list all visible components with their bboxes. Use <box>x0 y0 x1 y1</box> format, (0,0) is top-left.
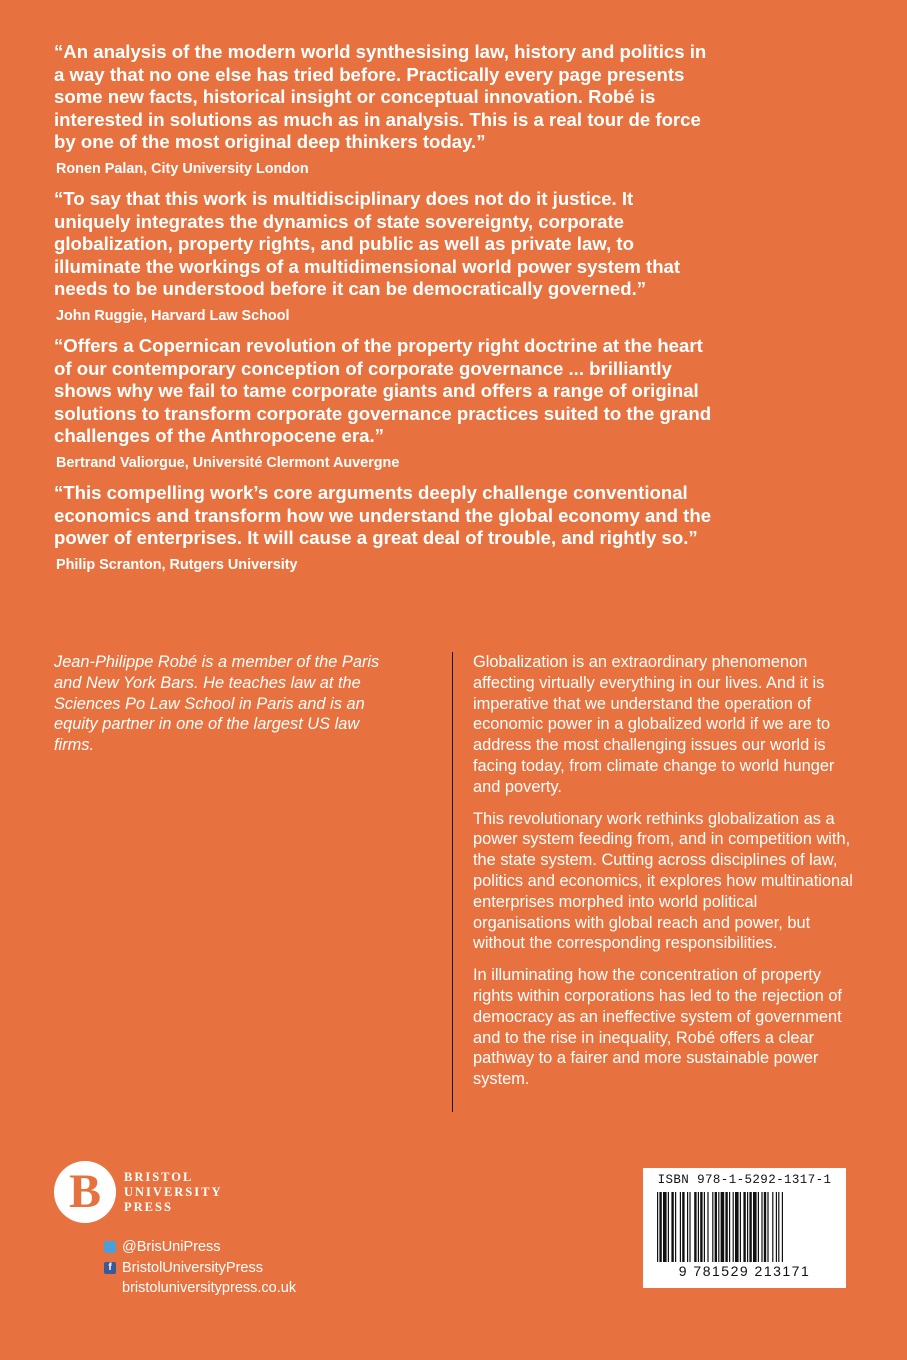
endorsement-1 <box>54 41 714 178</box>
publisher-contacts <box>104 1237 296 1299</box>
barcode-digits: 9 781529 213171 <box>678 1263 811 1279</box>
barcode-bar <box>739 1192 740 1262</box>
publisher-website: bristoluniversitypress.co.uk <box>122 1280 297 1296</box>
barcode-bar <box>749 1192 751 1262</box>
publisher-name-line: PRESS <box>124 1199 173 1214</box>
barcode-bar <box>700 1192 702 1262</box>
barcode-bar <box>729 1192 730 1262</box>
barcode-bar <box>671 1192 673 1262</box>
barcode-bar <box>667 1192 668 1262</box>
barcode-bar <box>689 1192 690 1262</box>
barcode-bar <box>732 1192 733 1262</box>
publisher-name-line: UNIVERSITY <box>124 1184 223 1199</box>
barcode-bar <box>703 1192 704 1262</box>
description-paragraph: Globalization is an extraordinary phenomenon affecting virtually everything in our lives. And it is imperative that we understand the operation of economic power in a globalized world if we are to address the most challenging issues our world is facing today, from climate change to world hunger and poverty. <box>473 653 835 796</box>
publisher-logo-mark: B <box>54 1161 116 1223</box>
barcode-bars <box>655 1192 835 1262</box>
barcode-bar <box>663 1192 667 1262</box>
barcode-bar <box>781 1192 782 1262</box>
quote-source: Ronen Palan, City University London <box>56 160 309 177</box>
barcode-bar <box>679 1192 680 1262</box>
endorsement-4 <box>54 482 714 574</box>
barcode-bar <box>707 1192 708 1262</box>
column-divider <box>452 652 453 1112</box>
publisher-name <box>124 1170 223 1215</box>
barcode-bar <box>718 1192 719 1262</box>
barcode-bar <box>657 1192 658 1262</box>
description-paragraph: In illuminating how the concentration of property rights within corporations has led to the rejection of democracy as an ineffective system of government and to the rise in inequality, Robé offers a clear pathway to a fairer and more sustainable power system. <box>473 966 842 1089</box>
facebook-row <box>104 1258 296 1279</box>
endorsement-2 <box>54 188 714 325</box>
barcode-bar <box>778 1192 779 1262</box>
barcode-bar <box>772 1192 773 1262</box>
barcode-bar <box>767 1192 768 1262</box>
isbn-barcode <box>643 1168 846 1288</box>
barcode-bar <box>725 1192 727 1262</box>
author-bio: Jean-Philippe Robé is a member of the Paris and New York Bars. He teaches law at the Sciences Po Law School in Paris and is an equity partner in one of the largest US law firms. <box>54 653 380 755</box>
quote-source: Philip Scranton, Rutgers University <box>56 556 298 573</box>
publisher-name-line: BRISTOL <box>124 1169 194 1184</box>
barcode-bar <box>753 1192 757 1262</box>
quote-text: “Offers a Copernican revolution of the property right doctrine at the heart of our contemporary conception of corporate governance ... brilliantly shows why we fail to tame corporate giants and offers a range of original solutions to transform corporate governance practices suited to the grand challenges of the Anthropocene era.” <box>54 334 712 447</box>
barcode-bar <box>761 1192 762 1262</box>
endorsements <box>54 41 714 584</box>
twitter-icon <box>104 1241 116 1253</box>
barcode-bar <box>659 1192 661 1262</box>
endorsement-3 <box>54 335 714 472</box>
barcode-bar <box>682 1192 684 1262</box>
quote-source: John Ruggie, Harvard Law School <box>56 307 290 324</box>
barcode-bar <box>735 1192 739 1262</box>
barcode-bar <box>763 1192 765 1262</box>
barcode-bar <box>675 1192 676 1262</box>
quote-text: “An analysis of the modern world synthesising law, history and politics in a way that no one else has tried before. Practically every page presents some new facts, historical insight or conceptual innovation. Robé is interested in solutions as much as in analysis. This is a real tour de force by one of the most original deep thinkers today.” <box>54 41 707 153</box>
barcode-bar <box>720 1192 724 1262</box>
barcode-bar <box>697 1192 698 1262</box>
quote-text: “This compelling work’s core arguments deeply challenge conventional economics and transform how we understand the global economy and the power of enterprises. It will cause a great deal of trouble, and rightly so.” <box>54 481 712 549</box>
facebook-handle: BristolUniversityPress <box>122 1259 263 1276</box>
description-paragraph: This revolutionary work rethinks globalization as a power system feeding from, and in competition with, the state system. Cutting across disciplines of law, politics and economics, it explores how multinational enterprises morphed into world political organisations with global reach and power, but without the corresponding responsibilities. <box>473 809 853 953</box>
quote-text: “To say that this work is multidisciplinary does not do it justice. It uniquely integrates the dynamics of state sovereignty, corporate globalization, property rights, and public as well as private law, to illuminate the workings of a multidimensional world power system that needs to be understood before it can be democratically governed.” <box>54 187 681 300</box>
barcode-bar <box>747 1192 748 1262</box>
barcode-bar <box>687 1192 688 1262</box>
barcode-bar <box>743 1192 745 1262</box>
barcode-bar <box>712 1192 713 1262</box>
publisher-logo <box>54 1161 223 1223</box>
twitter-row <box>104 1237 296 1258</box>
quote-source: Bertrand Valiorgue, Université Clermont Auvergne <box>56 454 400 471</box>
isbn-label: ISBN 978-1-5292-1317-1 <box>657 1173 832 1187</box>
facebook-icon: f <box>104 1262 116 1274</box>
barcode-bar <box>694 1192 696 1262</box>
barcode-bar <box>714 1192 716 1262</box>
book-description <box>473 652 853 1101</box>
barcode-bar <box>757 1192 758 1262</box>
twitter-handle: @BrisUniPress <box>122 1239 221 1255</box>
barcode-bar <box>775 1192 776 1262</box>
